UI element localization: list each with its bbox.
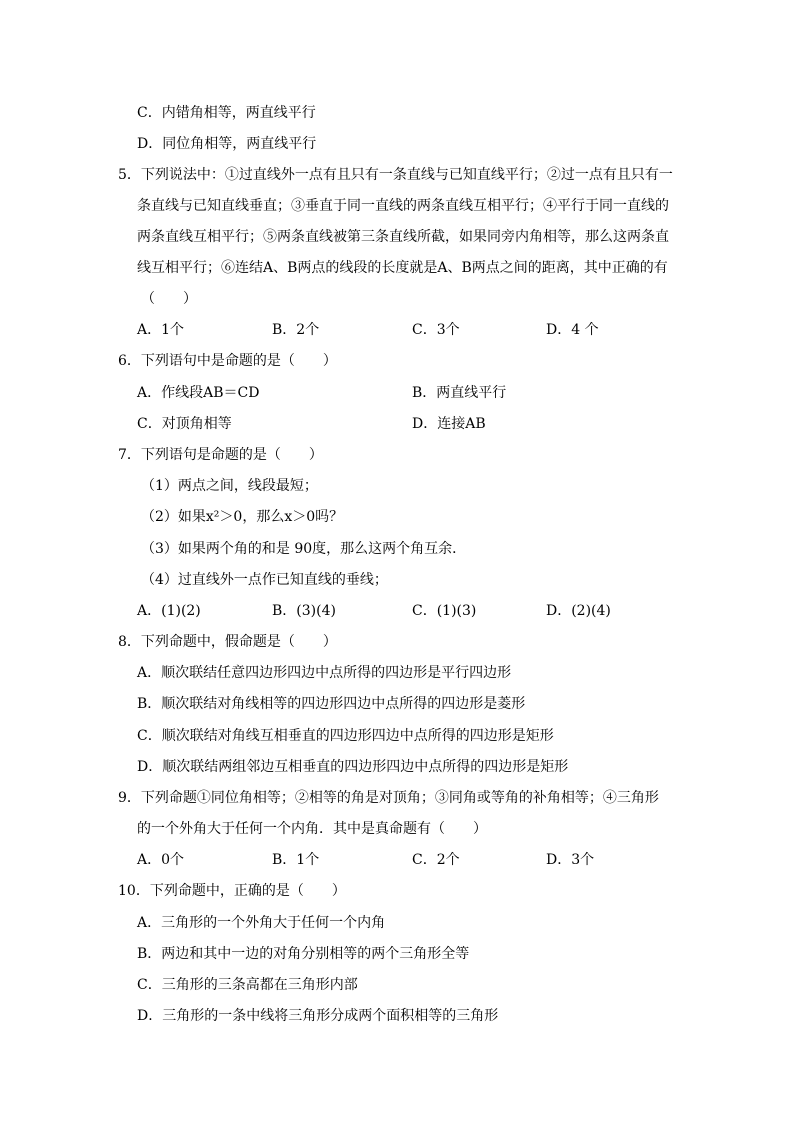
q5-option-c: C．3个: [412, 322, 460, 338]
q7-stem: 7．下列语句是命题的是（ ）: [118, 447, 323, 463]
q5-stem-line-3: 两条直线互相平行；⑤两条直线被第三条直线所截，如果同旁内角相等，那么这两条直: [137, 229, 669, 245]
q7-item-1: （1）两点之间，线段最短；: [141, 478, 318, 494]
q7-option-d: D．(2)(4): [546, 603, 611, 619]
q9-option-c: C．2个: [412, 852, 460, 868]
q8-option-b: B．顺次联结对角线相等的四边形四边中点所得的四边形是菱形: [137, 696, 526, 712]
q8-option-d: D．顺次联结两组邻边互相垂直的四边形四边中点所得的四边形是矩形: [137, 759, 569, 775]
q7-option-a: A．(1)(2): [137, 603, 201, 619]
q9-stem-line-1: 9．下列命题①同位角相等；②相等的角是对顶角；③同角或等角的补角相等；④三角形: [118, 790, 659, 806]
q6-option-c: C．对顶角相等: [137, 416, 232, 432]
q5-option-b: B．2个: [272, 322, 320, 338]
q5-stem-line-4: 线互相平行；⑥连结A、B两点的线段的长度就是A、B两点之间的距离，其中正确的有: [137, 260, 668, 276]
q9-option-a: A．0个: [137, 852, 185, 868]
q7-option-b: B．(3)(4): [272, 603, 336, 619]
q6-option-d: D．连接AB: [412, 416, 486, 432]
q6-stem: 6．下列语句中是命题的是（ ）: [118, 353, 337, 369]
q4-option-d: D．同位角相等，两直线平行: [137, 136, 317, 152]
q10-option-a: A．三角形的一个外角大于任何一个内角: [137, 915, 386, 931]
q10-option-b: B．两边和其中一边的对角分别相等的两个三角形全等: [137, 946, 470, 962]
q5-stem-line-1: 5．下列说法中：①过直线外一点有且只有一条直线与已知直线平行；②过一点有且只有一: [118, 167, 673, 183]
q8-stem: 8．下列命题中，假命题是（ ）: [118, 634, 337, 650]
q5-option-d: D．4 个: [546, 322, 599, 338]
q9-option-d: D．3个: [546, 852, 595, 868]
q7-item-4: （4）过直线外一点作已知直线的垂线；: [141, 572, 388, 588]
q10-option-c: C．三角形的三条高都在三角形内部: [137, 977, 358, 993]
q9-stem-line-2: 的一个外角大于任何一个内角．其中是真命题有（ ）: [137, 821, 487, 837]
q7-item-2: （2）如果x²＞0，那么x＞0吗？: [141, 509, 344, 525]
q7-option-c: C．(1)(3): [412, 603, 477, 619]
q10-option-d: D．三角形的一条中线将三角形分成两个面积相等的三角形: [137, 1008, 499, 1024]
q5-stem-line-5: （ ）: [141, 291, 197, 307]
q4-option-c: C．内错角相等，两直线平行: [137, 105, 316, 121]
q5-stem-line-2: 条直线与已知直线垂直；③垂直于同一直线的两条直线互相平行；④平行于同一直线的: [137, 198, 669, 214]
q9-option-b: B．1个: [272, 852, 320, 868]
q6-option-b: B．两直线平行: [412, 385, 507, 401]
q6-option-a: A．作线段AB＝CD: [137, 385, 260, 401]
q8-option-c: C．顺次联结对角线互相垂直的四边形四边中点所得的四边形是矩形: [137, 728, 554, 744]
q8-option-a: A．顺次联结任意四边形四边中点所得的四边形是平行四边形: [137, 665, 512, 681]
q7-item-3: （3）如果两个角的和是 90度，那么这两个角互余．: [141, 541, 467, 557]
q10-stem: 10．下列命题中，正确的是（ ）: [118, 883, 346, 899]
q5-option-a: A．1个: [137, 322, 185, 338]
